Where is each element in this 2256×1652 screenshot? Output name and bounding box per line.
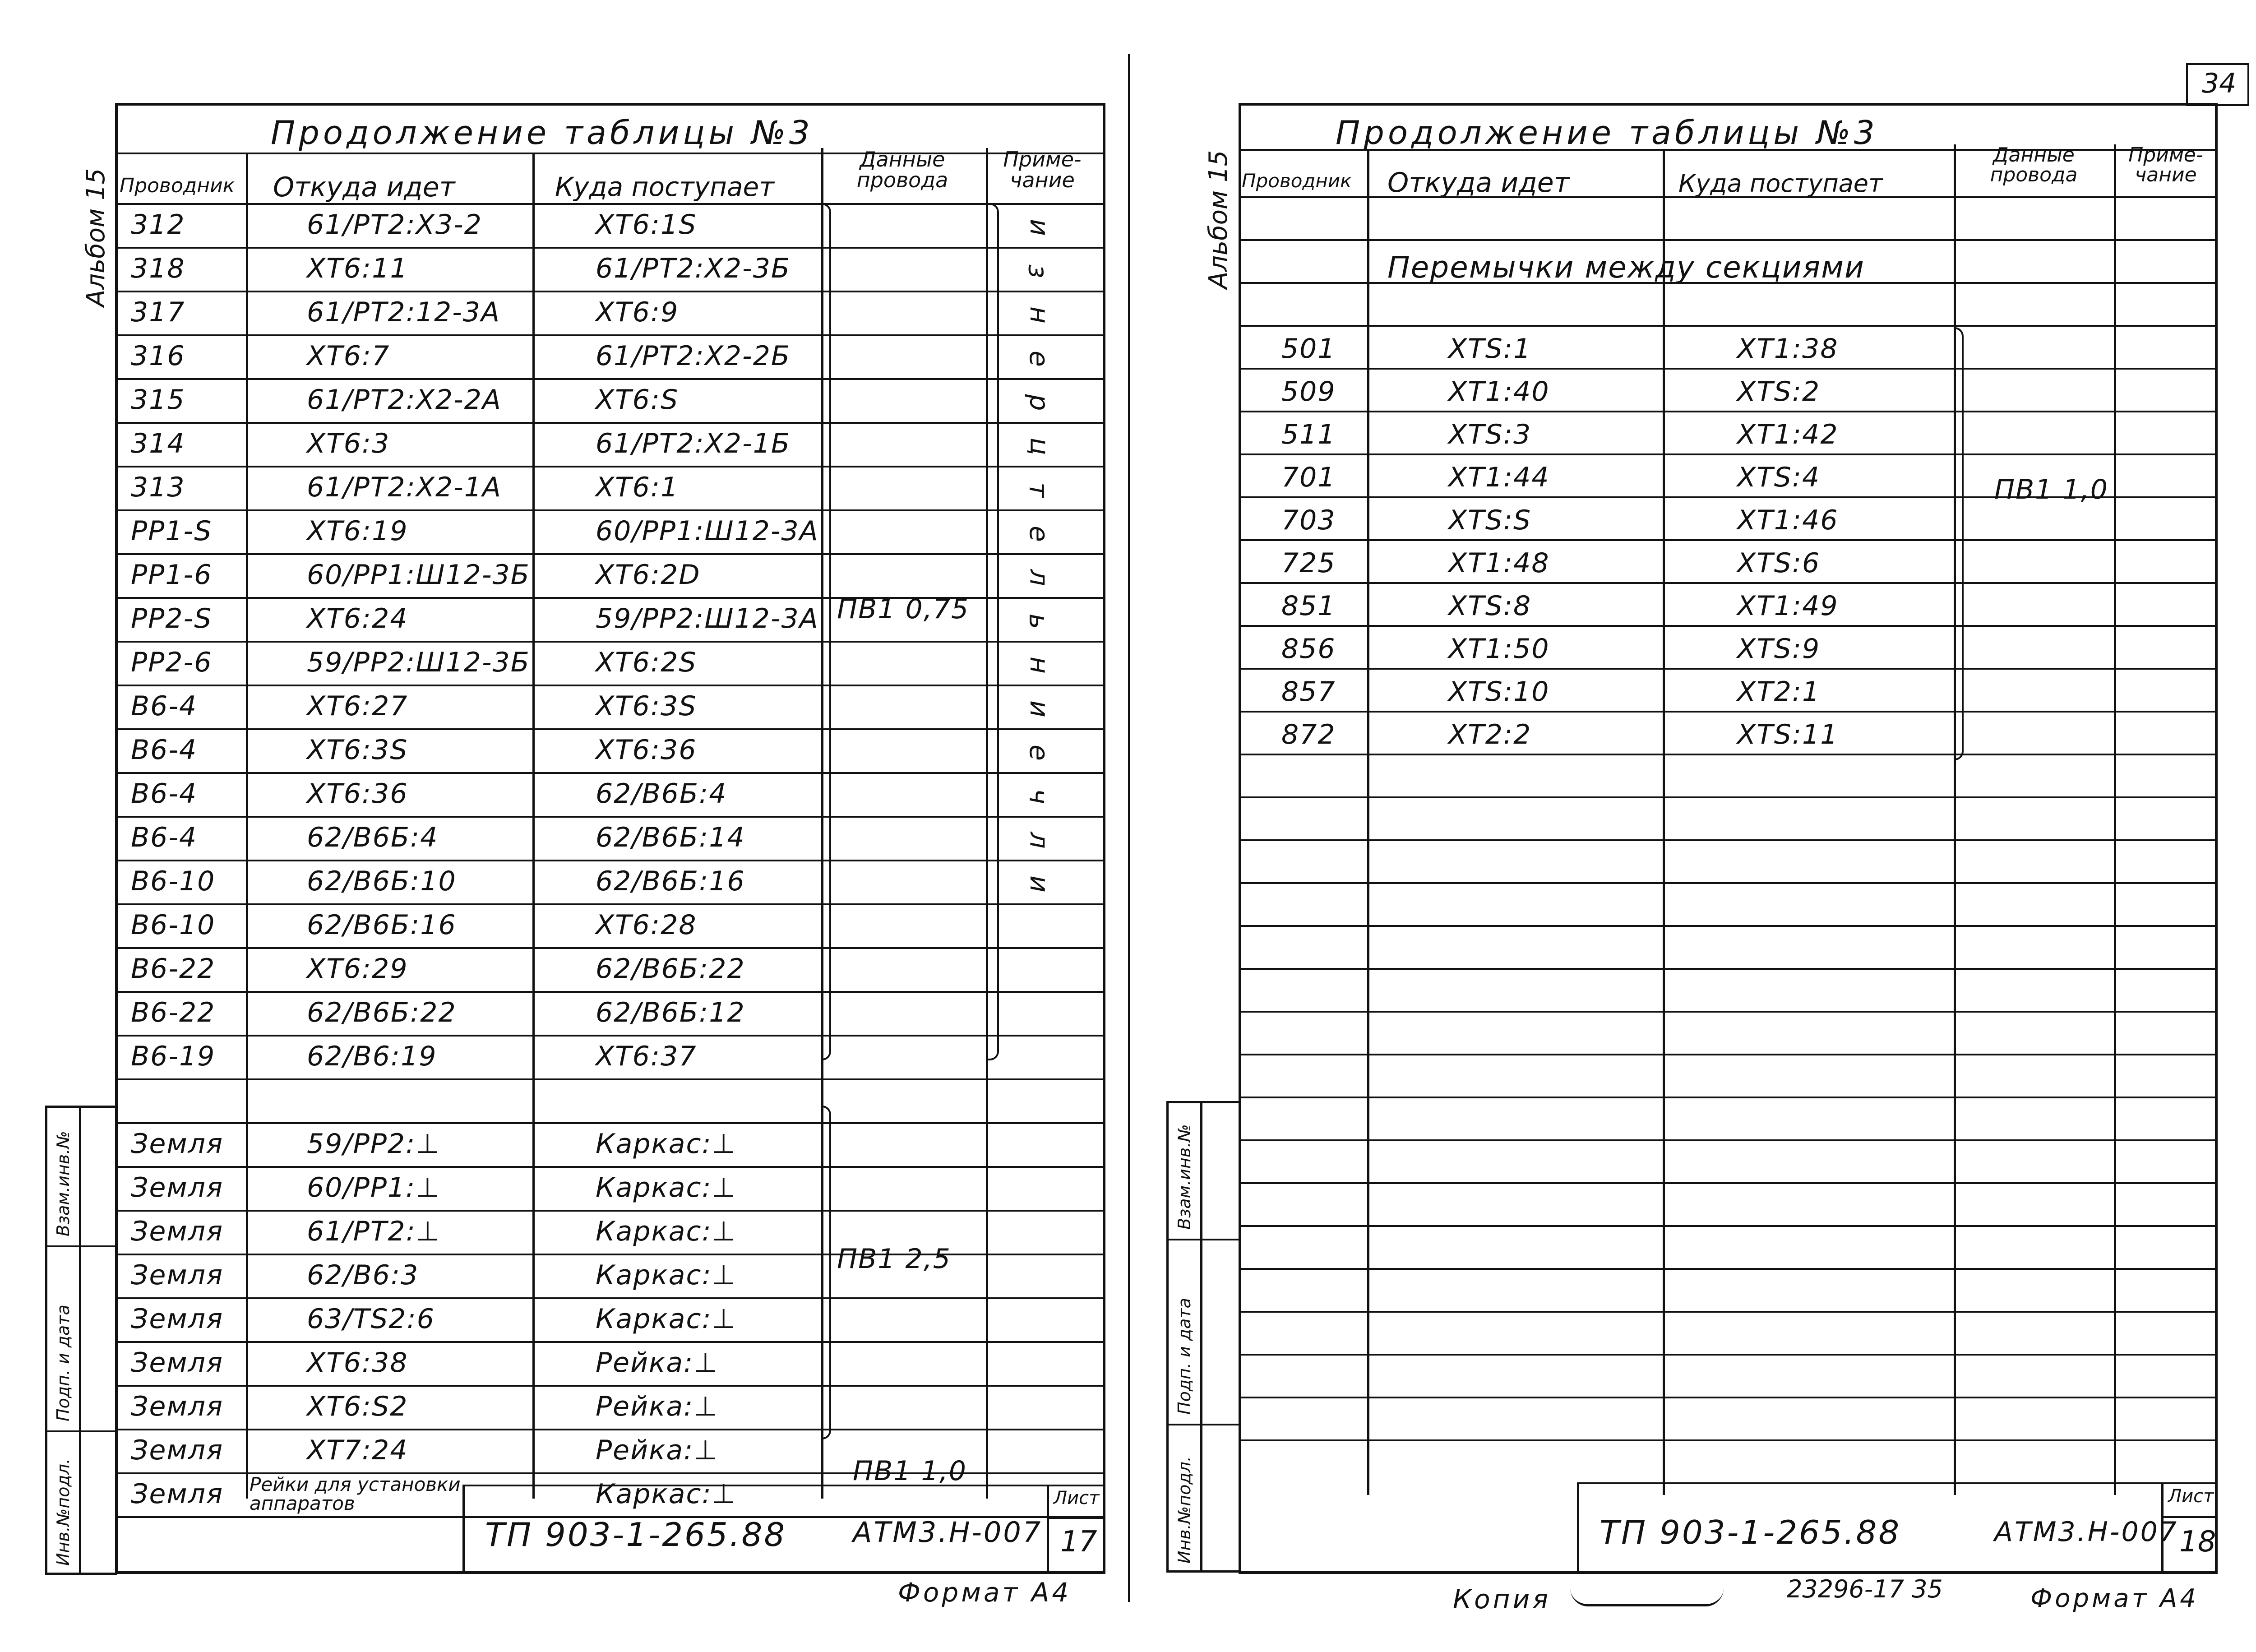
header-wire-data-right: Данные провода [1990, 143, 2078, 186]
cell-conductor: 312 [131, 209, 185, 241]
cell-conductor: Земля [131, 1303, 224, 1335]
cell-from: 63/ТS2:6 [307, 1303, 435, 1335]
header-note: Приме-чание [1003, 147, 1082, 192]
wire-note-right: ПВ1 1,0 [1994, 474, 2108, 505]
stamp-code: АТМ3.Н-007 [853, 1516, 1043, 1549]
footer-format-right: Формат А4 [2030, 1584, 2199, 1613]
cell-conductor: Земля [131, 1391, 224, 1422]
row-divider [1239, 239, 2218, 241]
cell-conductor: Земля [131, 1478, 224, 1510]
cell-to: ХТ1:42 [1737, 419, 1839, 450]
wire-note-2: ПВ1 2,5 [837, 1243, 951, 1275]
cell-to: ХТ6:1 [596, 472, 679, 503]
note-letter: и [1024, 700, 1055, 717]
cell-conductor: В6-4 [131, 734, 198, 766]
cell-from: ХТS:1 [1448, 333, 1532, 365]
cell-from: 61/РТ2:Х3-2 [307, 209, 482, 241]
album-label: Альбом 15 [81, 168, 111, 307]
cell-to: 62/В6Б:4 [596, 778, 727, 810]
cell-from: ХТS:3 [1448, 419, 1532, 450]
cell-conductor: В6-4 [131, 778, 198, 810]
cell-to: ХТS:2 [1737, 376, 1821, 407]
cell-conductor: 317 [131, 296, 185, 328]
cell-conductor: 857 [1281, 676, 1336, 708]
cell-from: ХТ2:2 [1448, 719, 1532, 750]
cell-to: 61/РТ2:Х2-1Б [596, 428, 791, 459]
cell-conductor: 872 [1281, 719, 1336, 750]
margin-label-r2: Подп. и дата [1174, 1298, 1194, 1415]
table-title-right: Продолжение таблицы №3 [1336, 114, 1878, 152]
row-divider [1239, 1011, 2218, 1013]
cell-to: ХТ6:3S [596, 690, 697, 722]
header-note-right: Приме-чание [2128, 143, 2203, 186]
cell-from: ХТ1:50 [1448, 633, 1550, 665]
cell-to: ХТS:11 [1737, 719, 1839, 750]
cell-from: ХТ6:24 [307, 603, 408, 634]
cell-conductor: Земля [131, 1347, 224, 1379]
cell-from: 61/РТ2:Х2-1А [307, 472, 502, 503]
cell-to: 61/РТ2:Х2-3Б [596, 253, 791, 284]
margin-label-r1: Взам.инв.№ [1174, 1124, 1194, 1230]
row-divider [1239, 796, 2218, 798]
cell-conductor: 725 [1281, 547, 1336, 579]
cell-conductor: Земля [131, 1172, 224, 1203]
cell-from: ХТS:8 [1448, 590, 1532, 622]
note-letter: н [1024, 657, 1055, 674]
cell-conductor: 316 [131, 340, 185, 372]
cell-conductor: 313 [131, 472, 185, 503]
cell-conductor: 703 [1281, 504, 1336, 536]
note-letter: и [1024, 875, 1055, 893]
cell-to: 62/В6Б:14 [596, 822, 745, 853]
page-number: 34 [2202, 68, 2237, 99]
cell-from: ХТ6:11 [307, 253, 408, 284]
wire-note-3: ПВ1 1,0 [853, 1455, 967, 1487]
header-conductor-right: Проводник [1242, 170, 1352, 192]
stamp-sheet-number: 17 [1060, 1525, 1097, 1559]
row-divider [1239, 582, 2218, 584]
row-divider [1239, 325, 2218, 327]
note-letter: е [1023, 745, 1054, 761]
footer-format: Формат А4 [898, 1577, 1072, 1608]
note-letter: ч [1023, 788, 1054, 805]
cell-from: 62/В6Б:22 [307, 997, 457, 1028]
stamp-sheet-label: Лист [1054, 1488, 1100, 1509]
note-letter: з [1022, 264, 1054, 278]
cell-from: 59/РР2:Ш12-3Б [307, 647, 530, 678]
cell-conductor: РР2-S [131, 603, 213, 634]
cell-from: 62/В6:19 [307, 1041, 437, 1072]
header-conductor: Проводник [120, 174, 235, 197]
cell-from: ХТS:10 [1448, 676, 1550, 708]
cell-from: Рейки для установки аппаратов [250, 1473, 461, 1514]
cell-to: ХТS:6 [1737, 547, 1821, 579]
cell-from: ХТ6:3 [307, 428, 390, 459]
cell-from: 60/РР1:⊥ [307, 1172, 440, 1203]
cell-to: Каркас:⊥ [596, 1478, 736, 1510]
row-divider [1239, 196, 2218, 198]
stamp-sheet-label-right: Лист [2168, 1486, 2214, 1507]
cell-to: 61/РТ2:Х2-2Б [596, 340, 791, 372]
note-letter: р [1024, 394, 1055, 411]
cell-from: ХТ6:S2 [307, 1391, 408, 1422]
row-divider [1239, 839, 2218, 841]
cell-conductor: В6-22 [131, 953, 216, 985]
margin-label-1: Взам.инв.№ [53, 1131, 73, 1236]
row-divider [1239, 1354, 2218, 1356]
cell-conductor: 314 [131, 428, 185, 459]
cell-from: ХТ1:40 [1448, 376, 1550, 407]
margin-label-2: Подп. и дата [53, 1305, 73, 1421]
cell-to: ХТ1:46 [1737, 504, 1839, 536]
table-frame-right [1239, 103, 2218, 1574]
row-divider [1239, 1311, 2218, 1313]
cell-conductor: 851 [1281, 590, 1336, 622]
cell-conductor: 511 [1281, 419, 1336, 450]
row-divider [1239, 411, 2218, 412]
cell-conductor: РР1-6 [131, 559, 213, 591]
cell-from: ХТ6:38 [307, 1347, 408, 1379]
cell-conductor: В6-22 [131, 997, 216, 1028]
cell-to: Каркас:⊥ [596, 1303, 736, 1335]
cell-conductor: 315 [131, 384, 185, 416]
row-divider [1239, 711, 2218, 713]
stamp-doc-number-right: ТП 903-1-265.88 [1600, 1513, 1901, 1551]
cell-from: 61/РТ2:⊥ [307, 1216, 441, 1247]
row-divider [1239, 925, 2218, 927]
cell-to: ХТ6:S [596, 384, 679, 416]
section-title: Перемычки между секциями [1387, 250, 1865, 285]
cell-to: Каркас:⊥ [596, 1259, 736, 1291]
cell-conductor: В6-10 [131, 865, 216, 897]
row-divider [1239, 882, 2218, 884]
cell-conductor: В6-19 [131, 1041, 216, 1072]
row-divider [1239, 754, 2218, 755]
row-divider [1239, 1054, 2218, 1055]
header-to: Куда поступает [555, 171, 774, 202]
cell-to: Каркас:⊥ [596, 1128, 736, 1160]
row-divider [1239, 1439, 2218, 1441]
note-letter: е [1023, 526, 1054, 542]
row-divider [1239, 1139, 2218, 1141]
cell-conductor: 318 [131, 253, 185, 284]
cell-conductor: Земля [131, 1259, 224, 1291]
cell-conductor: В6-4 [131, 822, 198, 853]
cell-conductor: Земля [131, 1216, 224, 1247]
row-divider [1239, 1097, 2218, 1098]
cell-to: ХТ6:28 [596, 909, 697, 941]
stamp-doc-number: ТП 903-1-265.88 [485, 1516, 787, 1554]
cell-to: ХТ1:38 [1737, 333, 1839, 365]
cell-to: ХТS:4 [1737, 462, 1821, 493]
cell-from: ХТ1:48 [1448, 547, 1550, 579]
row-divider [1239, 1397, 2218, 1398]
cell-from: 62/В6Б:10 [307, 865, 457, 897]
table-title: Продолжение таблицы №3 [271, 114, 814, 152]
note-letter: т [1023, 482, 1054, 498]
cell-to: ХТ6:37 [596, 1041, 697, 1072]
cell-to: 62/В6Б:12 [596, 997, 745, 1028]
cell-to: ХТ6:2S [596, 647, 697, 678]
cell-conductor: В6-10 [131, 909, 216, 941]
cell-to: ХТ1:49 [1737, 590, 1839, 622]
signature [1570, 1582, 1724, 1606]
note-letter: л [1024, 832, 1055, 849]
note-letter: н [1024, 306, 1055, 324]
cell-to: Рейка:⊥ [596, 1347, 718, 1379]
cell-from: ХТ7:24 [307, 1435, 408, 1466]
cell-from: ХТ6:3S [307, 734, 408, 766]
cell-conductor: 856 [1281, 633, 1336, 665]
note-letter: и [1024, 219, 1055, 236]
cell-to: 59/РР2:Ш12-3А [596, 603, 819, 634]
cell-from: 62/В6Б:4 [307, 822, 439, 853]
cell-from: 62/В6Б:16 [307, 909, 457, 941]
cell-to: 62/В6Б:16 [596, 865, 745, 897]
cell-to: ХТ6:1S [596, 209, 697, 241]
cell-from: ХТ1:44 [1448, 462, 1550, 493]
stamp-sheet-number-right: 18 [2179, 1525, 2216, 1559]
cell-to: ХТ6:36 [596, 734, 697, 766]
note-letter: ц [1024, 437, 1055, 455]
cell-from: ХТ6:7 [307, 340, 390, 372]
cell-from: ХТ6:27 [307, 690, 408, 722]
cell-conductor: 509 [1281, 376, 1336, 407]
margin-label-3: Инв.№подл. [53, 1458, 73, 1566]
cell-from: 61/РТ2:12-3А [307, 296, 500, 328]
cell-conductor: 701 [1281, 462, 1336, 493]
cell-from: 60/РР1:Ш12-3Б [307, 559, 530, 591]
footer-copy: Копия [1453, 1584, 1551, 1615]
note-letter: л [1024, 569, 1055, 586]
row-divider [1239, 539, 2218, 541]
row-divider [1239, 453, 2218, 455]
row-divider [1239, 1268, 2218, 1270]
cell-to: ХТS:9 [1737, 633, 1821, 665]
header-from-right: Откуда идет [1387, 167, 1570, 199]
album-label-right: Альбом 15 [1204, 150, 1233, 289]
cell-conductor: Земля [131, 1435, 224, 1466]
cell-from: 59/РР2:⊥ [307, 1128, 440, 1160]
cell-to: ХТ2:1 [1737, 676, 1821, 708]
row-divider [1239, 625, 2218, 627]
cell-conductor: РР2-6 [131, 647, 213, 678]
cell-to: ХТ6:2D [596, 559, 701, 591]
cell-from: 62/В6:3 [307, 1259, 419, 1291]
row-divider [1239, 1225, 2218, 1227]
row-divider [1239, 368, 2218, 370]
cell-from: ХТ6:29 [307, 953, 408, 985]
cell-to: Каркас:⊥ [596, 1216, 736, 1247]
cell-from: ХТS:S [1448, 504, 1532, 536]
cell-from: ХТ6:19 [307, 515, 408, 547]
cell-conductor: Земля [131, 1128, 224, 1160]
header-to-right: Куда поступает [1678, 169, 1883, 198]
cell-to: ХТ6:9 [596, 296, 679, 328]
header-from: Откуда идет [273, 171, 455, 203]
cell-to: Рейка:⊥ [596, 1435, 718, 1466]
wire-note-1: ПВ1 0,75 [837, 593, 970, 625]
cell-from: 61/РТ2:Х2-2А [307, 384, 502, 416]
stamp-code-right: АТМ3.Н-007 [1994, 1516, 2178, 1548]
cell-from: ХТ6:36 [307, 778, 408, 810]
row-divider [1239, 968, 2218, 970]
cell-to: 60/РР1:Ш12-3А [596, 515, 819, 547]
cell-conductor: РР1-S [131, 515, 213, 547]
note-letter: ь [1023, 613, 1054, 629]
footer-number: 23296-17 35 [1787, 1575, 1943, 1603]
cell-to: Рейка:⊥ [596, 1391, 718, 1422]
row-divider [1239, 1182, 2218, 1184]
margin-label-r3: Инв.№подл. [1174, 1456, 1194, 1564]
note-letter: е [1023, 351, 1054, 367]
cell-conductor: 501 [1281, 333, 1336, 365]
header-wire-data: Данные провода [856, 147, 948, 192]
cell-to: Каркас:⊥ [596, 1172, 736, 1203]
cell-to: 62/В6Б:22 [596, 953, 745, 985]
cell-conductor: В6-4 [131, 690, 198, 722]
row-divider [1239, 668, 2218, 670]
